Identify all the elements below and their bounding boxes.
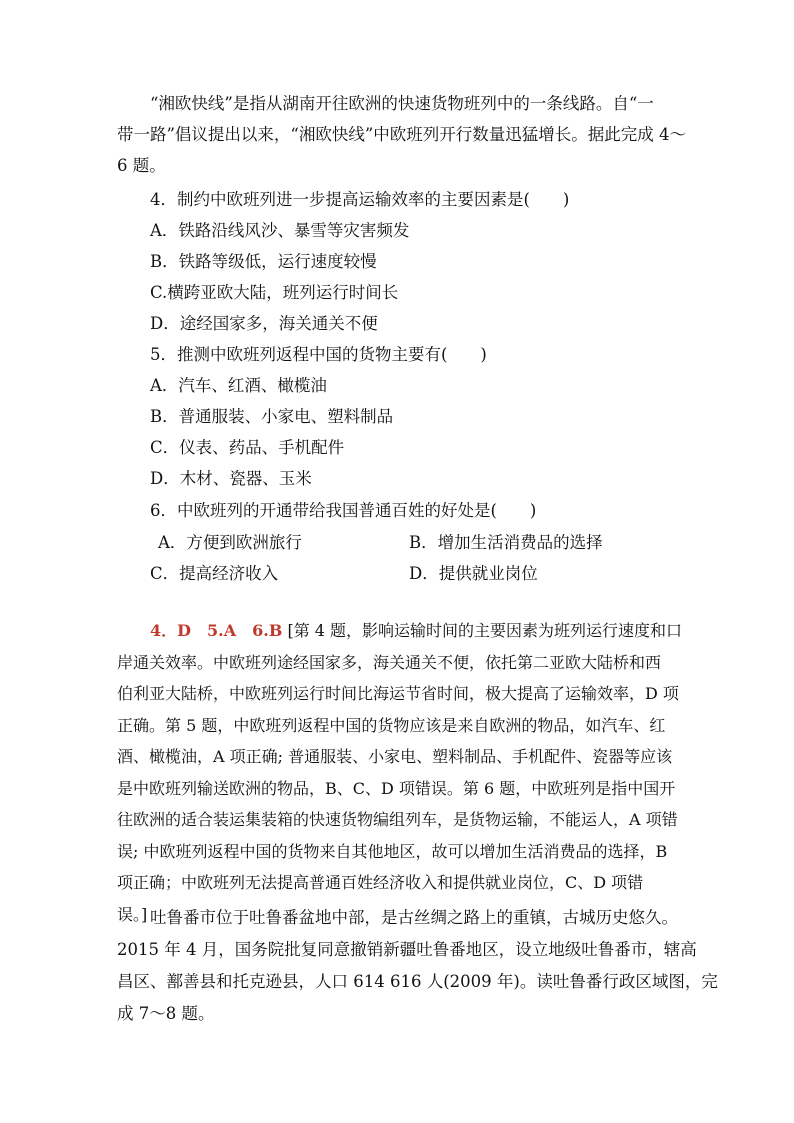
q6-option-c: C．提高经济收入 — [150, 564, 279, 583]
answer-line-5: 酒、橄榄油，A 项正确; 普通服装、小家电、塑料制品、手机配件、瓷器等应该 — [117, 747, 673, 766]
turpan-line-1: 吐鲁番市位于吐鲁番盆地中部，是古丝绸之路上的重镇，古城历史悠久。 — [150, 908, 678, 927]
intro-line-2: 带一路”倡议提出以来，“湘欧快线”中欧班列开行数量迅猛增长。据此完成 4～ — [117, 125, 687, 144]
turpan-paragraph — [117, 902, 718, 1030]
answer-keys: 4．D 5.A 6.B — [150, 621, 283, 640]
answer-line-9: 项正确；中欧班列无法提高普通百姓经济收入和提供就业岗位，C、D 项错 — [117, 873, 644, 892]
answer-line-10: 误。] — [117, 904, 148, 924]
answer-line-2: 岸通关效率。中欧班列途经国家多，海关通关不便，依托第二亚欧大陆桥和西 — [117, 652, 662, 672]
q4-option-b: B．铁路等级低，运行速度较慢 — [150, 252, 377, 271]
turpan-line-2: 2015 年 4 月，国务院批复同意撤销新疆吐鲁番地区，设立地级吐鲁番市，辖高 — [117, 940, 697, 959]
intro-line-1: “湘欧快线”是指从湖南开往欧洲的快速货物班列中的一条线路。自“一 — [150, 94, 654, 113]
q4-option-a: A．铁路沿线风沙、暴雪等灾害频发 — [150, 221, 410, 240]
answer-line-3: 伯利亚大陆桥，中欧班列运行时间比海运节省时间，极大提高了运输效率，D 项 — [117, 684, 679, 703]
turpan-line-4: 成 7～8 题。 — [117, 1004, 215, 1023]
intro-line-3: 6 题。 — [117, 156, 166, 175]
answer-explanation — [117, 615, 682, 930]
answer-line-7: 往欧洲的适合装运集装箱的快速货物编组列车，是货物运输，不能运人，A 项错 — [117, 810, 678, 829]
q6-option-d: D．提供就业岗位 — [409, 564, 538, 583]
q5-option-c: C．仪表、药品、手机配件 — [150, 438, 345, 457]
turpan-line-3: 昌区、鄯善县和托克逊县，人口 614 616 人(2009 年)。读吐鲁番行政区域图，完 — [117, 972, 718, 991]
answer-line-1: [第 4 题，影响运输时间的主要因素为班列运行速度和口 — [287, 621, 683, 640]
answer-line-4: 正确。第 5 题，中欧班列返程中国的货物应该是来自欧洲的物品，如汽车、红 — [117, 715, 666, 735]
q5-option-d: D．木材、瓷器、玉米 — [150, 469, 312, 488]
question-5-stem: 5．推测中欧班列返程中国的货物主要有( ) — [150, 345, 487, 364]
q5-option-a: A．汽车、红酒、橄榄油 — [150, 376, 327, 395]
q5-option-b: B．普通服装、小家电、塑料制品 — [150, 407, 394, 426]
question-6-stem: 6．中欧班列的开通带给我国普通百姓的好处是( ) — [150, 501, 537, 520]
answer-line-6: 是中欧班列输送欧洲的物品，B、C、D 项错误。第 6 题，中欧班列是指中国开 — [117, 778, 676, 798]
q4-option-d: D．途经国家多，海关通关不便 — [150, 314, 378, 333]
answer-line-8: 误; 中欧班列返程中国的货物来自其他地区，故可以增加生活消费品的选择，B — [117, 841, 668, 861]
intro-paragraph — [117, 88, 687, 181]
q4-option-c: C.横跨亚欧大陆，班列运行时间长 — [150, 283, 399, 302]
question-4-stem: 4．制约中欧班列进一步提高运输效率的主要因素是( ) — [150, 190, 570, 209]
q6-option-b: B．增加生活消费品的选择 — [409, 533, 603, 552]
q6-option-a: A．方便到欧洲旅行 — [158, 533, 302, 552]
